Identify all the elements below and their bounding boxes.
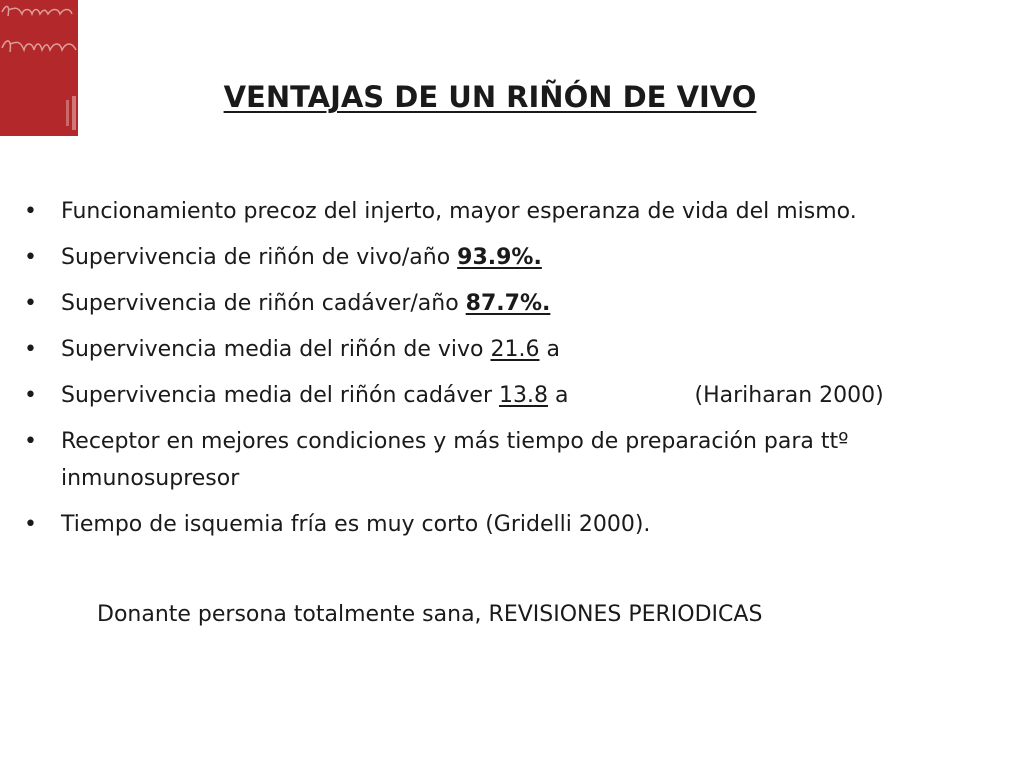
bullet-value: 13.8 (499, 383, 548, 408)
bullet-list (0, 193, 1010, 552)
bullet-icon: • (24, 383, 37, 408)
bullet-citation: (Hariharan 2000) (694, 383, 884, 408)
bullet-value: 21.6 (490, 337, 540, 362)
bullet-item (0, 285, 1010, 322)
bullet-value: 87.7%. (465, 291, 551, 316)
bullet-item (0, 193, 1010, 230)
bullet-item (0, 506, 1010, 543)
bullet-text: Supervivencia media del riñón cadáver (61, 383, 500, 408)
closing-note: Donante persona totalmente sana, REVISIONES PERIODICAS (97, 602, 763, 627)
bullet-suffix: a (548, 383, 569, 408)
bullet-icon: • (24, 512, 37, 537)
bullet-suffix: a (539, 337, 560, 362)
bullet-text: Receptor en mejores condiciones y más tiempo de preparación para ttº inmunosupresor (61, 429, 849, 491)
bullet-icon: • (24, 429, 37, 454)
bullet-item (0, 423, 976, 497)
slide-title: VENTAJAS DE UN RIÑÓN DE VIVO (223, 80, 757, 114)
bullet-item (0, 239, 1010, 276)
arrixaca-logo-icon (0, 0, 78, 136)
bullet-icon: • (24, 337, 37, 362)
bullet-text: Funcionamiento precoz del injerto, mayor esperanza de vida del mismo. (61, 199, 857, 224)
bullet-text: Supervivencia media del riñón de vivo (61, 337, 491, 362)
bullet-item (0, 377, 1010, 414)
bullet-text: Supervivencia de riñón de vivo/año (61, 245, 458, 270)
bullet-value: 93.9%. (457, 245, 542, 270)
bullet-text: Supervivencia de riñón cadáver/año (61, 291, 466, 316)
bullet-icon: • (24, 291, 37, 316)
bullet-icon: • (24, 199, 37, 224)
arrixaca-logo (0, 0, 78, 136)
bullet-item (0, 331, 1010, 368)
bullet-icon: • (24, 245, 37, 270)
bullet-text: Tiempo de isquemia fría es muy corto (Gridelli 2000). (61, 512, 651, 537)
